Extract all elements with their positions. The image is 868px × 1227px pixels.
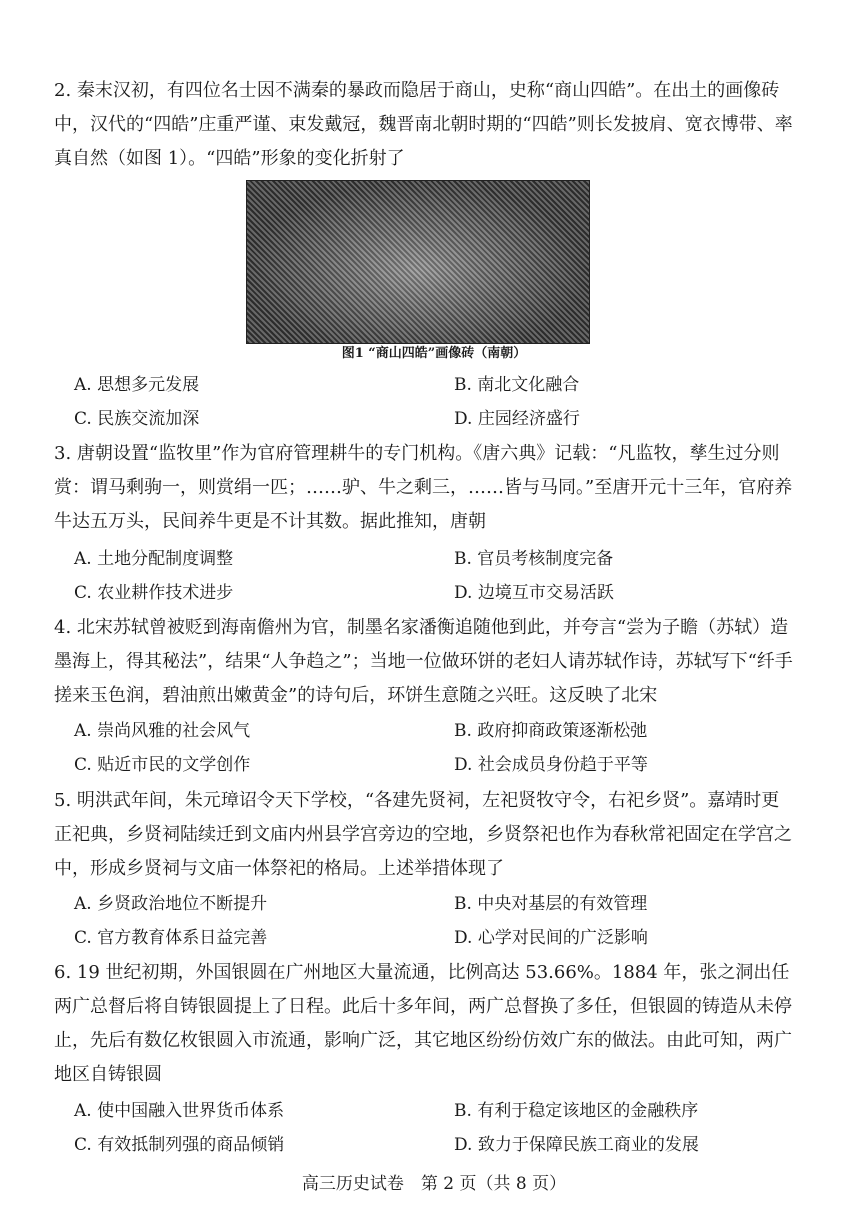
option-d: D. 社会成员身份趋于平等 xyxy=(454,755,648,775)
option-b: B. 有利于稳定该地区的金融秩序 xyxy=(454,1101,699,1121)
option-a: A. 使中国融入世界货币体系 xyxy=(74,1101,285,1121)
option-c: C. 农业耕作技术进步 xyxy=(74,583,234,603)
option-a: A. 土地分配制度调整 xyxy=(74,549,234,569)
question-3-options xyxy=(74,542,794,610)
figure-1-image xyxy=(246,180,590,344)
option-c: C. 贴近市民的文学创作 xyxy=(74,755,251,775)
figure-1-caption: 图1 “商山四皓”画像砖（南朝） xyxy=(341,346,527,361)
question-2-stem: 2. 秦末汉初，有四位名士因不满秦的暴政而隐居于商山，史称“商山四皓”。在出土的画像砖中，汉代的“四皓”庄重严谨、束发戴冠，魏晋南北朝时期的“四皓”则长发披肩、宽衣博带、率真自然（如图 1）。“四皓”形象的变化折射了 xyxy=(54,80,793,169)
option-d: D. 心学对民间的广泛影响 xyxy=(454,928,648,948)
question-2-options xyxy=(74,368,794,436)
option-b: B. 南北文化融合 xyxy=(454,375,580,395)
question-3 xyxy=(54,437,794,539)
question-5-options xyxy=(74,887,794,955)
option-a: A. 崇尚风雅的社会风气 xyxy=(74,721,251,741)
question-2 xyxy=(54,74,794,176)
question-3-stem: 3. 唐朝设置“监牧里”作为官府管理耕牛的专门机构。《唐六典》记载：“凡监牧，孳生过分则赏：谓马剩驹一，则赏绢一匹；……驴、牛之剩三，……皆与马同。”至唐开元十三年，官府养牛达五万头，民间养牛更是不计其数。据此推知，唐朝 xyxy=(54,443,793,532)
option-b: B. 官员考核制度完备 xyxy=(454,549,614,569)
option-d: D. 致力于保障民族工商业的发展 xyxy=(454,1135,699,1155)
option-b: B. 政府抑商政策逐渐松弛 xyxy=(454,721,648,741)
question-5-stem: 5. 明洪武年间，朱元璋诏令天下学校，“各建先贤祠，左祀贤牧守令，右祀乡贤”。嘉靖时更正祀典，乡贤祠陆续迁到文庙内州县学宫旁边的空地，乡贤祭祀也作为春秋常祀固定在学宫之中，形成乡贤祠与文庙一体祭祀的格局。上述举措体现了 xyxy=(54,790,792,879)
question-6 xyxy=(54,956,794,1092)
question-4-stem: 4. 北宋苏轼曾被贬到海南儋州为官，制墨名家潘衡追随他到此，并夸言“尝为子瞻（苏轼）造墨海上，得其秘法”，结果“人争趋之”；当地一位做环饼的老妇人请苏轼作诗，苏轼写下“纤手搓来玉色润，碧油煎出嫩黄金”的诗句后，环饼生意随之兴旺。这反映了北宋 xyxy=(54,617,793,706)
page-footer: 高三历史试卷 第 2 页（共 8 页） xyxy=(301,1174,567,1194)
option-a: A. 思想多元发展 xyxy=(74,375,200,395)
option-d: D. 庄园经济盛行 xyxy=(454,409,580,429)
question-4 xyxy=(54,611,794,713)
option-c: C. 民族交流加深 xyxy=(74,409,200,429)
question-6-stem: 6. 19 世纪初期，外国银圆在广州地区大量流通，比例高达 53.66%。1884 年，张之洞出任两广总督后将自铸银圆提上了日程。此后十多年间，两广总督换了多任，但银圆的铸造从未停止，先后有数亿枚银圆入市流通，影响广泛，其它地区纷纷仿效广东的做法。由此可知，两广地区自铸银圆 xyxy=(54,962,792,1085)
option-c: C. 官方教育体系日益完善 xyxy=(74,928,268,948)
question-5 xyxy=(54,784,794,886)
option-b: B. 中央对基层的有效管理 xyxy=(454,894,648,914)
question-6-options xyxy=(74,1094,794,1162)
option-d: D. 边境互市交易活跃 xyxy=(454,583,614,603)
option-c: C. 有效抵制列强的商品倾销 xyxy=(74,1135,285,1155)
question-4-options xyxy=(74,714,794,782)
option-a: A. 乡贤政治地位不断提升 xyxy=(74,894,268,914)
